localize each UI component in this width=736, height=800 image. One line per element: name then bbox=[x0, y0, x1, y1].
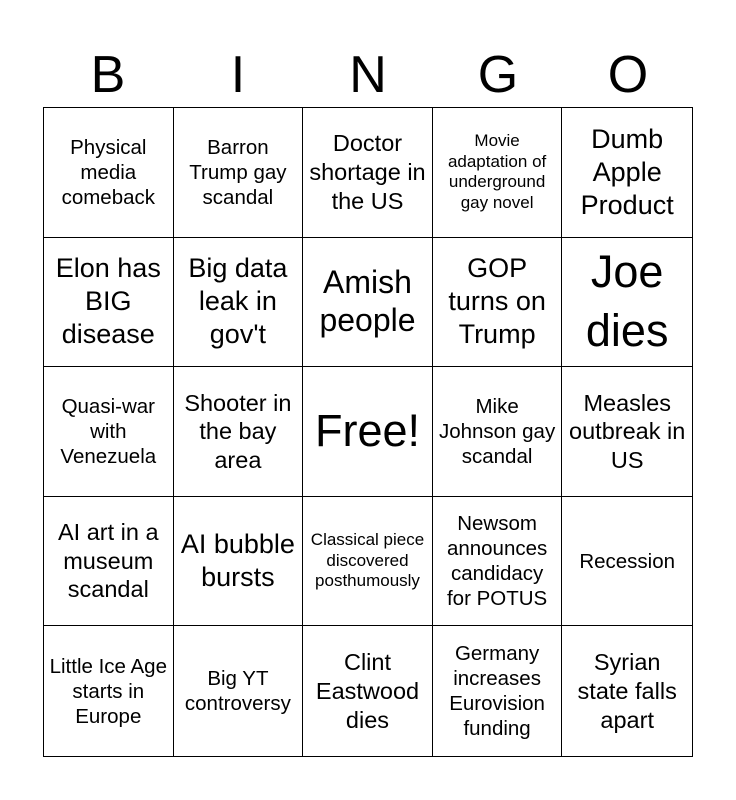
bingo-cell-r2c1: Elon has BIG disease bbox=[44, 238, 174, 368]
header-letter-b: B bbox=[90, 46, 126, 104]
bingo-header bbox=[43, 44, 693, 106]
free-space: Free! bbox=[303, 367, 433, 497]
bingo-cell-r2c5: Joe dies bbox=[562, 238, 692, 368]
bingo-cell-r1c3: Doctor shortage in the US bbox=[303, 108, 433, 238]
bingo-cell-r2c2: Big data leak in gov't bbox=[174, 238, 304, 368]
bingo-cell-r3c1: Quasi-war with Venezuela bbox=[44, 367, 174, 497]
bingo-cell-r4c3: Classical piece discovered posthumously bbox=[303, 497, 433, 627]
header-letter-i: I bbox=[230, 46, 246, 104]
bingo-cell-r5c4: Germany increases Eurovision funding bbox=[433, 626, 563, 756]
bingo-cell-r2c4: GOP turns on Trump bbox=[433, 238, 563, 368]
bingo-cell-r4c5: Recession bbox=[562, 497, 692, 627]
bingo-cell-r5c5: Syrian state falls apart bbox=[577, 649, 677, 733]
bingo-cell-r4c4: Newsom announces candidacy for POTUS bbox=[433, 497, 563, 627]
bingo-cell-r1c2: Barron Trump gay scandal bbox=[174, 108, 304, 238]
bingo-cell-r5c3: Clint Eastwood dies bbox=[303, 626, 433, 756]
header-letter-o: O bbox=[607, 46, 649, 104]
bingo-cell-r4c1: AI art in a museum scandal bbox=[44, 497, 174, 627]
header-letter-n: N bbox=[349, 46, 387, 104]
bingo-cell-r1c5: Dumb Apple Product bbox=[562, 108, 692, 238]
bingo-cell-r3c2: Shooter in the bay area bbox=[174, 367, 304, 497]
bingo-cell-r3c4: Mike Johnson gay scandal bbox=[433, 367, 563, 497]
bingo-cell-r1c1: Physical media comeback bbox=[44, 108, 174, 238]
bingo-cell-r2c3: Amish people bbox=[303, 238, 433, 368]
bingo-cell-r1c4: Movie adaptation of underground gay novel bbox=[433, 108, 563, 238]
bingo-cell-r5c2: Big YT controversy bbox=[174, 626, 304, 756]
bingo-cell-r4c2: AI bubble bursts bbox=[174, 497, 304, 627]
bingo-grid bbox=[43, 107, 693, 757]
bingo-cell-r3c5: Measles outbreak in US bbox=[562, 367, 692, 497]
bingo-cell-r5c1: Little Ice Age starts in Europe bbox=[44, 626, 174, 756]
header-letter-g: G bbox=[477, 46, 519, 104]
